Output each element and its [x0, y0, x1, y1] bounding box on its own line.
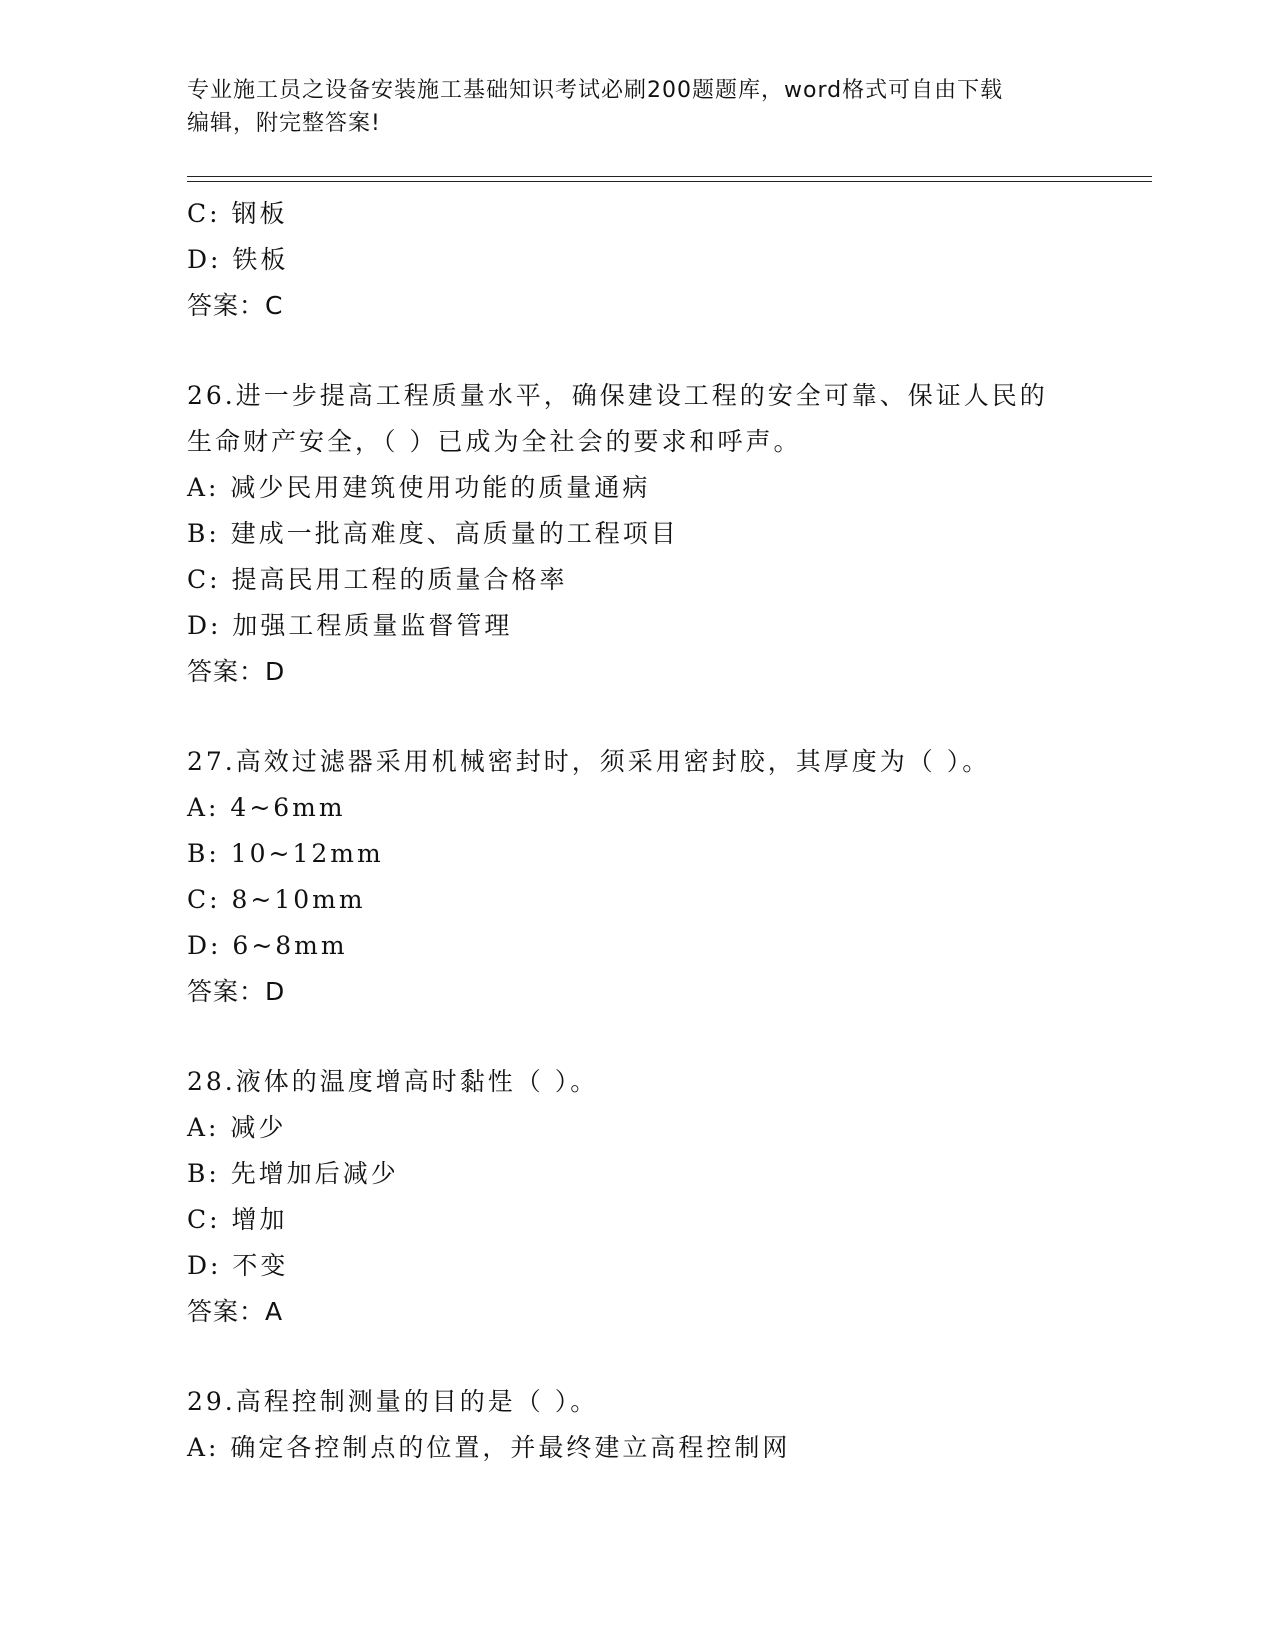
document-body — [187, 191, 1087, 1471]
answer-line: 答案：D — [187, 977, 286, 1006]
header-title-line-1: 专业施工员之设备安装施工基础知识考试必刷200题题库，word格式可自由下载 — [187, 78, 1004, 103]
question-block-25-tail — [187, 191, 1087, 329]
option-a: A: 确定各控制点的位置，并最终建立高程控制网 — [187, 1433, 791, 1462]
answer-line: 答案：A — [187, 1297, 284, 1326]
option-c: C: 钢板 — [187, 199, 288, 228]
option-a: A: 减少民用建筑使用功能的质量通病 — [187, 473, 651, 502]
question-text-line-1: 29.高程控制测量的目的是（ ）。 — [187, 1387, 599, 1416]
question-block-28 — [187, 1059, 1087, 1335]
header-divider-top — [187, 176, 1152, 177]
option-d: D: 铁板 — [187, 245, 289, 274]
option-a: A: 减少 — [187, 1113, 287, 1142]
question-block-27 — [187, 739, 1087, 1015]
question-text-line-1: 26.进一步提高工程质量水平，确保建设工程的安全可靠、保证人民的 — [187, 381, 1048, 410]
header-title-line-2: 编辑，附完整答案! — [187, 111, 381, 136]
header-divider-bottom — [187, 181, 1152, 182]
option-c: C: 增加 — [187, 1205, 288, 1234]
question-block-29 — [187, 1379, 1087, 1471]
question-text-line-1: 28.液体的温度增高时黏性（ ）。 — [187, 1067, 599, 1096]
answer-line: 答案：C — [187, 291, 284, 320]
option-a: A: 4~6mm — [187, 793, 346, 822]
document-header — [187, 74, 1067, 140]
question-block-26 — [187, 373, 1087, 695]
option-d: D: 加强工程质量监督管理 — [187, 611, 513, 640]
answer-line: 答案：D — [187, 657, 286, 686]
option-b: B: 10~12mm — [187, 839, 384, 868]
question-text-line-2: 生命财产安全，（ ）已成为全社会的要求和呼声。 — [187, 427, 802, 456]
option-c: C: 8~10mm — [187, 885, 366, 914]
option-d: D: 不变 — [187, 1251, 289, 1280]
option-b: B: 建成一批高难度、高质量的工程项目 — [187, 519, 679, 548]
question-text-line-1: 27.高效过滤器采用机械密封时，须采用密封胶，其厚度为（ ）。 — [187, 747, 991, 776]
option-d: D: 6~8mm — [187, 931, 348, 960]
option-c: C: 提高民用工程的质量合格率 — [187, 565, 568, 594]
option-b: B: 先增加后减少 — [187, 1159, 399, 1188]
